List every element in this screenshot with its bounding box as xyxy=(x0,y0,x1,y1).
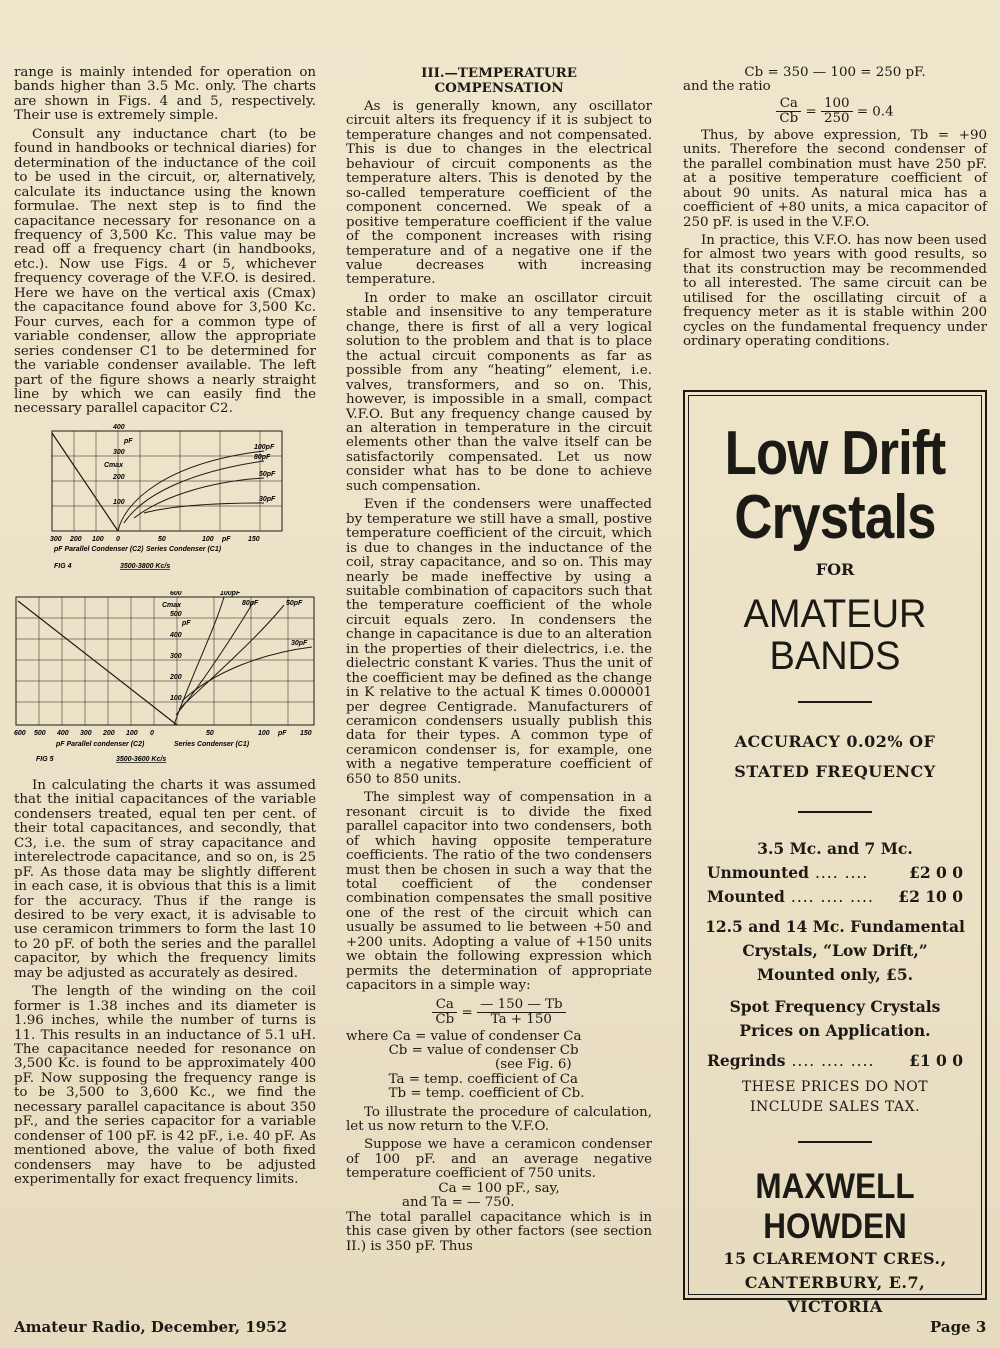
x-tick: 100 xyxy=(258,729,270,737)
ad-tax-note: INCLUDE SALES TAX. xyxy=(749,1099,921,1115)
price-value: £1 0 0 xyxy=(909,1051,963,1070)
equation-line: Ca = 100 pF., say, xyxy=(438,1180,560,1196)
ad-company-name: MAXWELL HOWDEN xyxy=(755,1167,915,1246)
legend-line: where Ca = value of condenser Ca xyxy=(346,1028,582,1044)
paragraph: The total parallel capacitance which is in this case given by other factors (see section II.) is 350 pF. Thus xyxy=(346,1209,652,1254)
paragraph: Thus, by above expression, Tb = +90 units. Therefore the second condenser of the parallel combination must have 250 pF. at a positive temperature coefficient of about 90 units. As natural mica has a coefficient of +80 units, a mica capacitor of 250 pF. is used in the V.F.O. xyxy=(683,127,987,230)
ad-headline: Crystals xyxy=(734,483,936,552)
x-tick: 50 xyxy=(206,729,214,737)
ad-subheadline: BANDS xyxy=(769,634,901,678)
paragraph: As is generally known, any oscillator circuit alters its frequency if it is subject to temperature changes and not compensated. This is due to changes in the electrical behaviour of circuit components as the temperature alters. This is denoted by the so-called temperature coefficient of the component concerned. We speak of a positive temperature coefficient if the value of the component increases with rising temperature and of a negative one if the value decreases with increasing temperature. xyxy=(346,99,652,288)
y-tick: 300 xyxy=(170,652,182,660)
x-axis-label: pF Parallel Condenser (C2) xyxy=(54,545,144,553)
x-tick: pF xyxy=(222,535,231,543)
ad-headline: Low Drift xyxy=(724,419,946,488)
y-label: pF xyxy=(124,437,133,445)
curve-label: 30pF xyxy=(259,495,276,503)
ratio-equation xyxy=(683,97,987,127)
ad-spot: Prices on Application. xyxy=(739,1021,931,1040)
column-middle xyxy=(346,66,652,1258)
column-right xyxy=(683,66,987,354)
equation-line: and Ta = — 750. xyxy=(402,1195,515,1211)
legend-line: Ta = temp. coefficient of Ca xyxy=(346,1071,579,1087)
y-label: Cmax xyxy=(162,601,182,609)
x-tick: 400 xyxy=(57,729,69,737)
paragraph: To illustrate the procedure of calculation, let us now return to the V.F.O. xyxy=(346,1104,652,1135)
x-tick: 100 xyxy=(126,729,138,737)
figure-range: 3500-3800 Kc/s xyxy=(120,562,171,570)
leader-dots: .... .... .... xyxy=(790,888,874,906)
figure-5 xyxy=(14,591,316,771)
page-number: Page 3 xyxy=(930,1318,987,1336)
equation-denominator: Ta + 150 xyxy=(490,1012,552,1028)
paragraph: Consult any inductance chart (to be found in handbooks or technical diaries) for determination of the inductance of the coil to be used in the circuit, or, alternatively, calculate its inductance using the known formulae. The next step is to find the capacitance necessary for resonance on a frequency of 3,500 Kc. This value may be read off a frequency chart (in handbooks, etc.). Now use Figs. 4 or 5, whichever frequency coverage of the V.F.O. is desired. Here we have on the vertical axis (Cmax) the capacitance found above for 3,500 Kc. Four curves, each for a common type of variable condenser, allow the appropriate series condenser C1 to be determined for the variable condenser available. The left part of the figure shows a nearly straight line by which we can easily find the necessary parallel capacitor C2. xyxy=(14,126,316,417)
curve-label: 50pF xyxy=(259,470,276,478)
paragraph: range is mainly intended for operation on bands higher than 3.5 Mc. only. The charts are shown in Figs. 4 and 5, respectively. Their use is extremely simple. xyxy=(14,65,316,124)
y-label: Cmax xyxy=(104,461,124,469)
legend-line: (see Fig. 6) xyxy=(346,1057,572,1073)
x-axis-label: pF Parallel condenser (C2) xyxy=(56,740,145,748)
x-tick: 0 xyxy=(150,729,154,737)
section-heading xyxy=(346,66,652,96)
y-tick: 600 xyxy=(170,590,182,597)
equation-numerator: 100 xyxy=(821,97,853,112)
paragraph: Even if the condensers were unaffected by temperature we still have a small, postive temperature coefficient of the circuit, which is due to changes in the inductance of the coil, stray capacitance, and so on. This may nearly be made ineffective by using a suitable combination of capacitors such that the temperature coefficient of the whole circuit equals zero. In condensers the change in capacitance is due to an alteration in the properties of their dielectrics, i.e. the dielectric constant K varies. Thus the unit of the coefficient may be defined as the change in K relative to the actual K times 0.000001 per degree Centigrade. Manufacturers of ceramicon condensers usually publish this data for their types. A common type of ceramicon condenser is, for example, one with a negative temperature coefficient of 650 to 850 units. xyxy=(346,497,652,787)
price-row-unmounted xyxy=(689,861,981,885)
text-line: and the ratio xyxy=(683,79,771,95)
y-tick: 500 xyxy=(170,610,182,618)
divider xyxy=(798,1141,872,1143)
y-tick: 100 xyxy=(113,498,125,506)
curve-label: 100pF xyxy=(220,590,241,597)
y-tick: 400 xyxy=(170,631,182,639)
y-tick: 200 xyxy=(170,673,182,681)
x-tick: pF xyxy=(278,729,287,737)
ad-bands: 3.5 Mc. and 7 Mc. xyxy=(757,839,913,858)
ad-for: FOR xyxy=(815,560,855,579)
ad-address: CANTERBURY, E.7, xyxy=(744,1273,926,1292)
equation-equals: = xyxy=(805,104,817,120)
x-tick: 200 xyxy=(70,535,82,543)
curve-label: 100pF xyxy=(254,443,275,451)
figure-4 xyxy=(14,423,316,583)
ad-address: VICTORIA xyxy=(787,1297,883,1316)
section-heading-line: COMPENSATION xyxy=(434,80,564,96)
equation-result: = 0.4 xyxy=(856,104,894,120)
x-tick: 100 xyxy=(202,535,214,543)
section-heading-line: III.—TEMPERATURE xyxy=(421,65,577,81)
column-left xyxy=(14,66,316,1192)
divider xyxy=(798,701,872,703)
equation-lhs xyxy=(432,998,457,1028)
price-label: Unmounted xyxy=(707,863,809,882)
equation-numerator: Ca xyxy=(776,97,801,112)
x-tick: 500 xyxy=(34,729,46,737)
paragraph: The length of the winding on the coil former is 1.38 inches and its diameter is 1.96 inches, while the number of turns is 11. This results in an inductance of 5.1 uH. The capacitance needed for resonance on 3,500 Kc. is found to be approximately 400 pF. Now supposing the frequency range is to be 3,500 to 3,600 Kc., we find the necessary parallel capacitance is about 350 pF., and the series capacitor for a variable condenser of 100 pF. is 42 pF., i.e. 40 pF. As mentioned above, the value of both fixed condensers may have to be adjusted experimentally for exact frequency limits. xyxy=(14,984,316,1188)
leader-dots: .... .... xyxy=(814,864,869,882)
y-tick: 400 xyxy=(113,423,125,431)
ad-subheadline: AMATEUR xyxy=(743,592,927,636)
ad-address: 15 CLAREMONT CRES., xyxy=(723,1249,947,1268)
equation-denominator: 250 xyxy=(823,111,850,127)
x-tick: 100 xyxy=(92,535,104,543)
price-label: Mounted xyxy=(707,887,785,906)
equation xyxy=(346,998,652,1028)
x-axis-label: Series Condenser (C1) xyxy=(174,740,250,748)
ad-spot: Spot Frequency Crystals xyxy=(729,997,941,1016)
figure-4-chart xyxy=(14,423,316,583)
x-tick: 50 xyxy=(158,535,166,543)
price-value: £2 10 0 xyxy=(898,887,963,906)
paragraph: In order to make an oscillator circuit stable and insensitive to any temperature change, there is first of all a very logical solution to the problem and that is to place the actual circuit components as far as possible from any “heating” element, i.e. valves, transformers, and so on. This, however, is impossible in a small, compact V.F.O. But any frequency change caused by an alteration in temperature in the circuit elements other than the valve itself can be satisfactorily compensated. Let us now consider what has to be done to achieve such compensation. xyxy=(346,290,652,494)
equation-rhs xyxy=(477,998,566,1028)
figure-range: 3500-3600 Kc/s xyxy=(116,755,167,763)
equation-line: Cb = 350 — 100 = 250 pF. xyxy=(744,65,926,80)
equation-legend xyxy=(346,1030,652,1102)
equation-rhs xyxy=(821,97,853,127)
leader-dots: .... .... .... xyxy=(791,1052,875,1070)
price-row-regrinds xyxy=(689,1049,981,1073)
price-row-mounted xyxy=(689,885,981,909)
ad-accuracy: STATED FREQUENCY xyxy=(734,762,936,781)
y-tick: 200 xyxy=(113,473,125,481)
advertisement-inner xyxy=(688,395,982,1316)
x-tick: 0 xyxy=(116,535,120,543)
paragraph: In calculating the charts it was assumed that the initial capacitances of the variable condensers treated, equal ten per cent. of their total capacitances, and secondly, that C3, i.e. the sum of stray capacitance and interelectrode capacitance, and so on, is 25 pF. As those data may be slightly different in each case, it is obvious that this is a limit for the accuracy. Thus if the range is desired to be very exact, it is advisable to use ceramicon trimmers to form the last 10 to 20 pF. of both the series and the parallel capacitor, by which the frequency limits may be adjusted as accurately as desired. xyxy=(14,777,316,981)
divider xyxy=(798,811,872,813)
footer-publication: Amateur Radio, December, 1952 xyxy=(14,1318,288,1336)
legend-line: Tb = temp. coefficient of Cb. xyxy=(346,1086,585,1102)
x-tick: 600 xyxy=(14,729,26,737)
x-axis-label: Series Condenser (C1) xyxy=(146,545,222,553)
x-tick: 300 xyxy=(80,729,92,737)
x-tick: 150 xyxy=(300,729,312,737)
curve-label: 80pF xyxy=(254,453,271,461)
paragraph: In practice, this V.F.O. has now been used for almost two years with good results, so that its construction may be recommended to all interested. The same circuit can be utilised for the oscillating circuit of a frequency meter as it is stable within 200 cycles on the fundamental frequency under ordinary operating conditions. xyxy=(683,232,987,350)
curve-label: 50pF xyxy=(286,599,303,607)
advertisement xyxy=(683,390,987,1316)
x-tick: 200 xyxy=(103,729,115,737)
figure-label: FIG 4 xyxy=(54,562,72,570)
price-value: £2 0 0 xyxy=(909,863,963,882)
paragraph: Suppose we have a ceramicon condenser of 100 pF. and an average negative temperature coefficient of 750 units. xyxy=(346,1137,652,1182)
y-tick: 300 xyxy=(113,448,125,456)
legend-line: Cb = value of condenser Cb xyxy=(346,1042,579,1058)
equation-equals: = xyxy=(461,1005,473,1021)
x-tick: 150 xyxy=(248,535,260,543)
equation-numerator: Ca xyxy=(432,998,457,1013)
paragraph: The simplest way of compensation in a resonant circuit is to divide the fixed parallel capacitor into two condensers, both of which having opposite temperature coefficients. The ratio of the two condensers must then be chosen in such a way that the total coefficient of the condenser combination compensates the small positive one of the rest of the circuit which can usually be assumed to lie between +50 and +200 units. Adopting a value of +150 units we obtain the following expression which permits the determination of appropriate capacitors in a simple way: xyxy=(346,790,652,994)
y-label: pF xyxy=(182,619,191,627)
curve-label: 80pF xyxy=(242,599,259,607)
equation-numerator: — 150 — Tb xyxy=(477,998,566,1013)
ad-fundamental: Crystals, “Low Drift,” xyxy=(742,941,928,960)
curve-label: 30pF xyxy=(291,639,308,647)
equation-denominator: Cb xyxy=(779,111,799,127)
equation-denominator: Cb xyxy=(435,1012,455,1028)
ad-fundamental: 12.5 and 14 Mc. Fundamental xyxy=(705,917,965,936)
ad-fundamental: Mounted only, £5. xyxy=(756,965,914,984)
ad-tax-note: THESE PRICES DO NOT xyxy=(741,1079,929,1095)
equation-lhs xyxy=(776,97,801,127)
y-tick: 100 xyxy=(170,694,182,702)
x-tick: 300 xyxy=(50,535,62,543)
figure-5-chart xyxy=(14,591,316,771)
ad-accuracy: ACCURACY 0.02% OF xyxy=(734,732,936,751)
figure-label: FIG 5 xyxy=(36,755,54,763)
price-label: Regrinds xyxy=(707,1051,786,1070)
